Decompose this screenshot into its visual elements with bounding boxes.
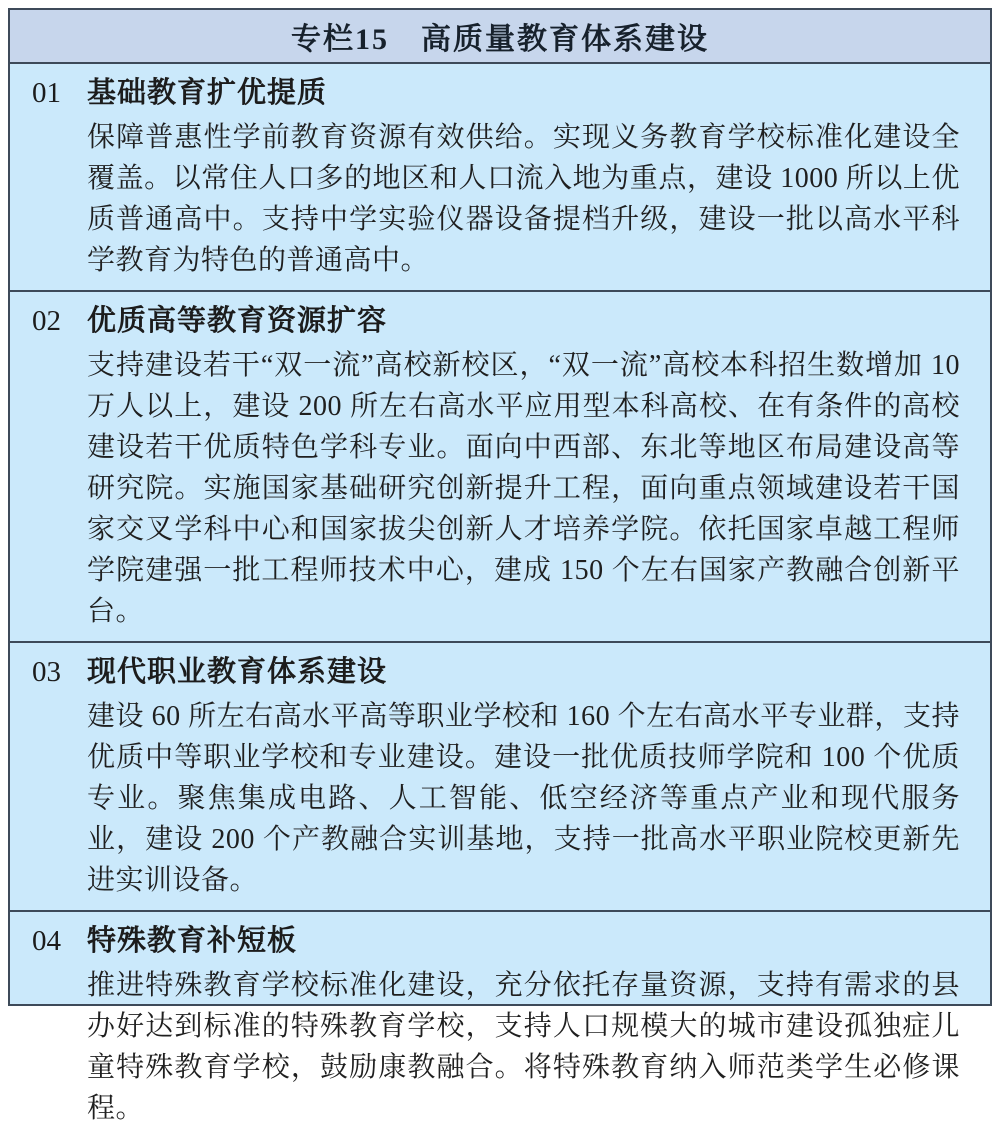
section-body-text: 建设 60 所左右高水平高等职业学校和 160 个左右高水平专业群，支持优质中等职业学校和专业建设。建设一批优质技师学院和 100 个优质专业。聚焦集成电路、人工智能、低空经济等重点产业和现代服务业，建设 200 个产教融合实训基地，支持一批高水平职业院校更新先进实训设备。 [87, 701, 960, 896]
section-body-text: 推进特殊教育学校标准化建设，充分依托存量资源，支持有需求的县办好达到标准的特殊教育学校，支持人口规模大的城市建设孤独症儿童特殊教育学校，鼓励康教融合。将特殊教育纳入师范类学生必修课程。 [87, 970, 960, 1124]
section-head [10, 71, 990, 115]
section-number: 03 [32, 656, 61, 688]
section-heading: 优质高等教育资源扩容 [87, 305, 388, 337]
section-special-education [10, 910, 990, 1138]
policy-box [8, 8, 992, 1124]
section-head [10, 650, 990, 694]
panel-title: 专栏15 高质量教育体系建设 [291, 23, 709, 56]
section-body-text: 支持建设若干“双一流”高校新校区，“双一流”高校本科招生数增加 10 万人以上，建设 200 所左右高水平应用型本科高校、在有条件的高校建设若干优质特色学科专业。面向中西部、东北等地区布局建设高等研究院。实施国家基础研究创新提升工程，面向重点领域建设若干国家交叉学科中心和国家拔尖创新人才培养学院。依托国家卓越工程师学院建强一批工程师技术中心，建成 150 个左右国家产教融合创新平台。 [87, 350, 960, 627]
section-head [10, 299, 990, 343]
section-number: 04 [32, 925, 61, 957]
section-higher-education [10, 290, 990, 641]
section-head [10, 919, 990, 963]
section-body-text: 保障普惠性学前教育资源有效供给。实现义务教育学校标准化建设全覆盖。以常住人口多的地区和人口流入地为重点，建设 1000 所以上优质普通高中。支持中学实验仪器设备提档升级，建设一批以高水平科学教育为特色的普通高中。 [87, 122, 960, 276]
section-heading: 基础教育扩优提质 [87, 77, 328, 109]
section-heading: 现代职业教育体系建设 [87, 656, 388, 688]
section-number: 02 [32, 305, 61, 337]
section-heading: 特殊教育补短板 [87, 925, 298, 957]
section-vocational-education [10, 641, 990, 910]
section-list [10, 64, 990, 1138]
section-basic-education [10, 64, 990, 290]
section-number: 01 [32, 77, 61, 109]
panel-header [10, 10, 990, 64]
